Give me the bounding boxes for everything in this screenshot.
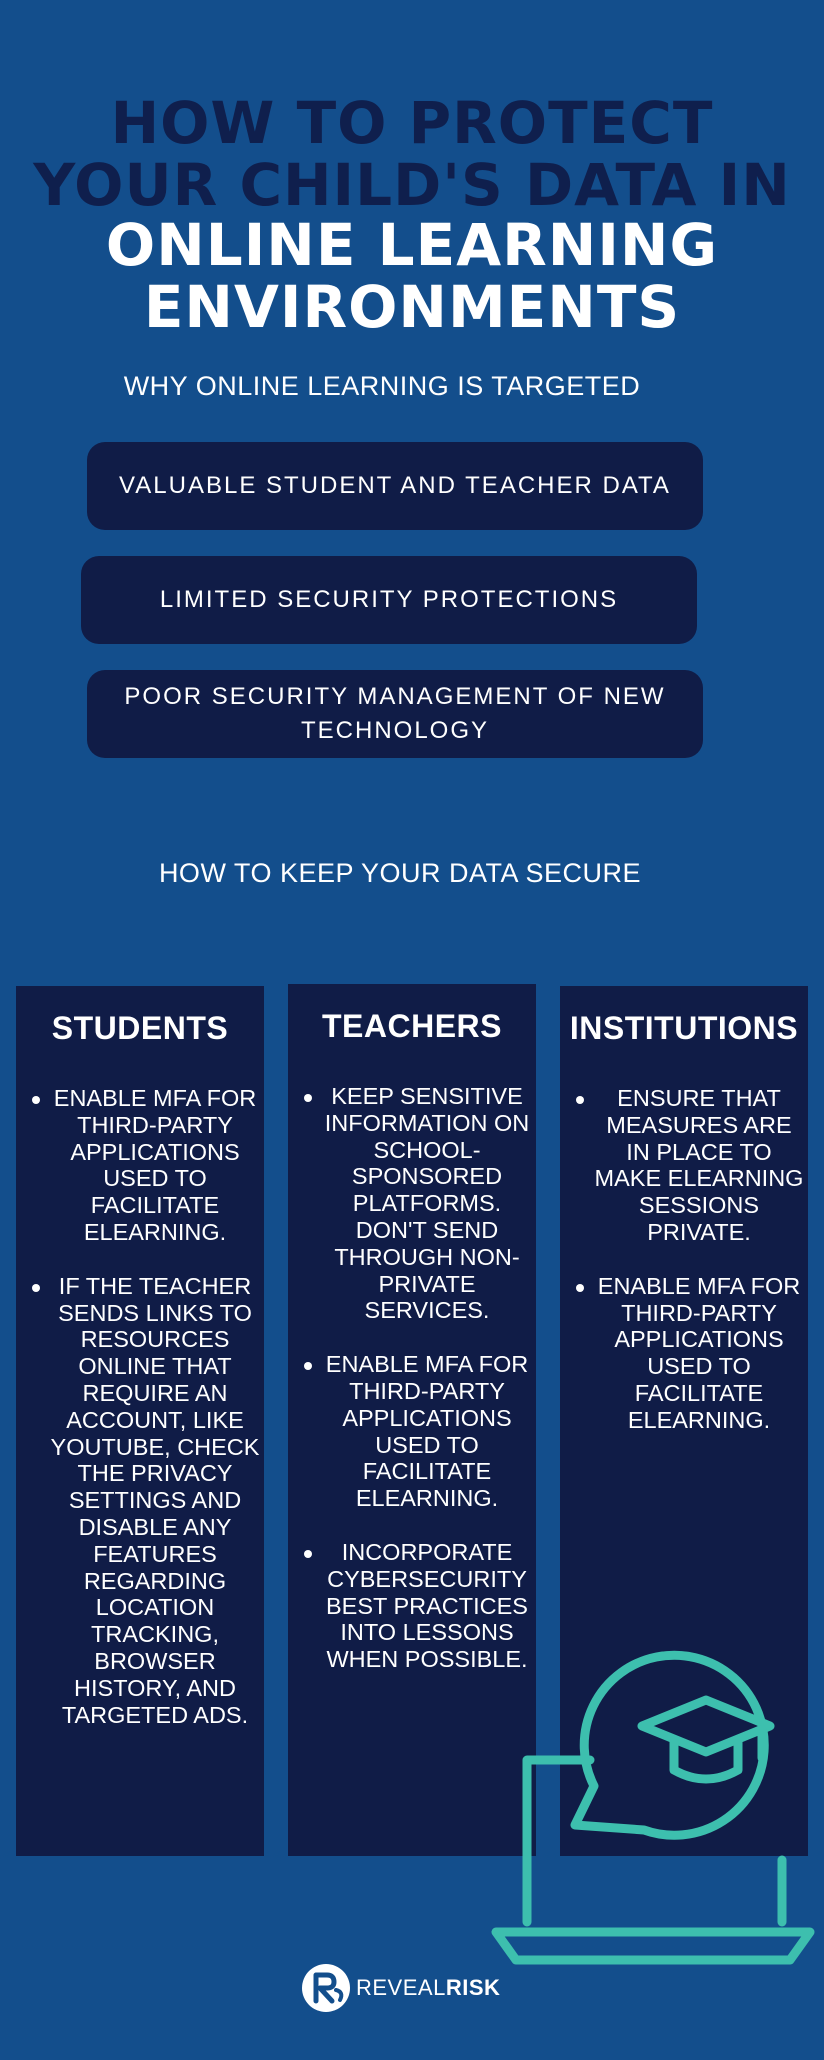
brand-name-regular: REVEAL	[356, 1975, 446, 2000]
list-item	[302, 1083, 532, 1324]
bullet-icon	[32, 1284, 40, 1292]
list-item	[30, 1085, 260, 1246]
bullet-icon	[304, 1362, 312, 1370]
brand	[300, 1962, 500, 2014]
reason-card	[87, 670, 703, 758]
laptop-graduation-cap-icon	[490, 1650, 820, 1980]
bullet-icon	[304, 1094, 312, 1102]
title-line-2: YOUR CHILD'S DATA IN	[33, 151, 791, 219]
bullet-icon	[576, 1284, 584, 1292]
list-item-text: INCORPORATE CYBERSECURITY BEST PRACTICES INTO LESSONS WHEN POSSIBLE.	[326, 1538, 528, 1673]
reason-text: LIMITED SECURITY PROTECTIONS	[159, 586, 619, 613]
reason-card	[87, 442, 703, 530]
bullet-icon	[32, 1096, 40, 1104]
list-item-text: ENABLE MFA FOR THIRD-PARTY APPLICATIONS USED TO FACILITATE ELEARNING.	[325, 1351, 529, 1512]
reason-card	[81, 556, 697, 644]
title-line-1: HOW TO PROTECT	[110, 89, 714, 157]
list-item-text: KEEP SENSITIVE INFORMATION ON SCHOOL-SPONSORED PLATFORMS. DON'T SEND THROUGH NON-PRIVATE SERVICES.	[324, 1083, 530, 1324]
tips-list	[16, 1085, 264, 1728]
title-line-4: ENVIRONMENTS	[143, 273, 681, 341]
tips-list	[560, 1085, 808, 1434]
how-heading: HOW TO KEEP YOUR DATA SECURE	[158, 858, 642, 888]
bullet-icon	[304, 1550, 312, 1558]
column-title: STUDENTS	[51, 1010, 229, 1046]
list-item	[574, 1273, 804, 1434]
list-item-text: IF THE TEACHER SENDS LINKS TO RESOURCES ONLINE THAT REQUIRE AN ACCOUNT, LIKE YOUTUBE, CHECK THE PRIVACY SETTINGS AND DISABLE ANY FEATURES REGARDING LOCATION TRACKING, BROWSER HISTORY, AND TARGETED ADS.	[50, 1272, 260, 1728]
revealrisk-logo-icon	[300, 1962, 352, 2014]
list-item	[574, 1085, 804, 1246]
title-dark-block	[0, 89, 824, 219]
students-column	[16, 986, 264, 1856]
list-item-text: ENSURE THAT MEASURES ARE IN PLACE TO MAKE ELEARNING SESSIONS PRIVATE.	[594, 1085, 804, 1245]
list-item-text: ENABLE MFA FOR THIRD-PARTY APPLICATIONS USED TO FACILITATE ELEARNING.	[597, 1272, 801, 1433]
brand-name-bold: RISK	[445, 1975, 501, 2000]
bullet-icon	[576, 1096, 584, 1104]
title-line-3: ONLINE LEARNING	[105, 211, 719, 279]
list-item	[30, 1273, 260, 1729]
reason-text: POOR SECURITY MANAGEMENT OF NEW TECHNOLOGY	[124, 683, 666, 744]
column-title: INSTITUTIONS	[569, 1010, 799, 1046]
brand-name	[356, 1975, 500, 2001]
column-title: TEACHERS	[321, 1008, 502, 1044]
tips-list	[288, 1083, 536, 1673]
reason-text: VALUABLE STUDENT AND TEACHER DATA	[119, 472, 671, 499]
list-item-text: ENABLE MFA FOR THIRD-PARTY APPLICATIONS USED TO FACILITATE ELEARNING.	[53, 1085, 257, 1245]
title-light-block	[0, 211, 824, 341]
list-item	[302, 1351, 532, 1512]
why-heading: WHY ONLINE LEARNING IS TARGETED	[123, 371, 641, 401]
